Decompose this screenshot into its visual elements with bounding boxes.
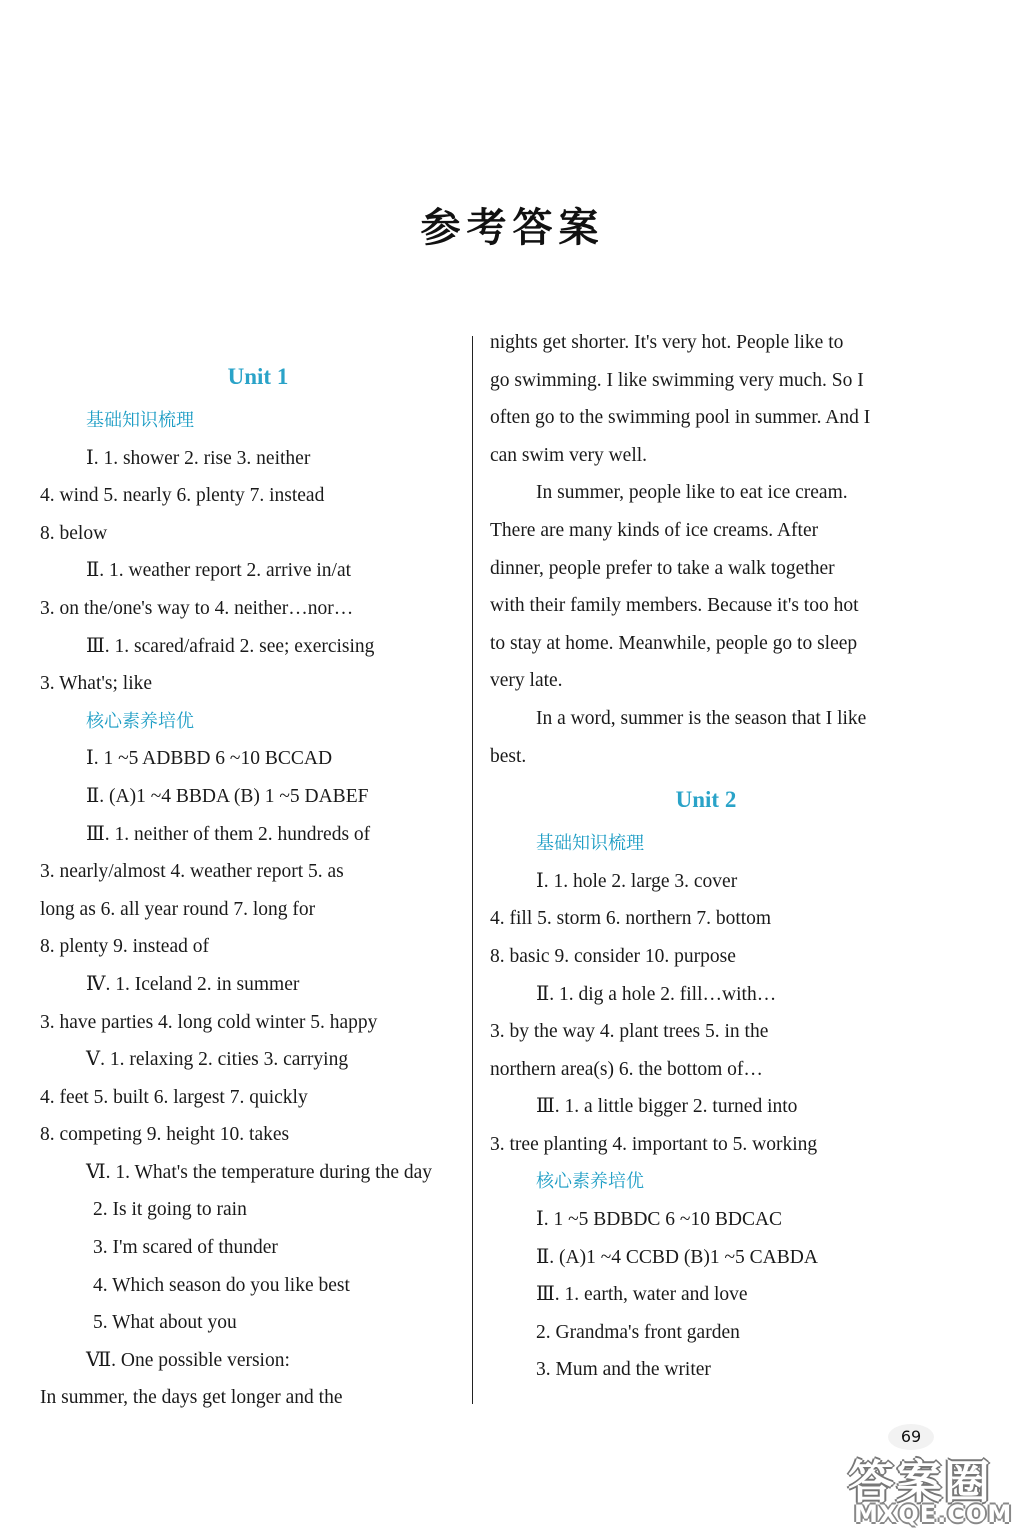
answer-line: Ⅲ. 1. earth, water and love xyxy=(536,1284,748,1306)
answer-line: Ⅵ. 1. What's the temperature during the day xyxy=(86,1161,433,1183)
unit-1-heading: Unit 1 xyxy=(227,364,289,389)
section-basic-knowledge: 基础知识梳理 xyxy=(536,833,644,855)
answer-line: Ⅰ. 1. hole 2. large 3. cover xyxy=(536,870,738,892)
essay-line: go swimming. I like swimming very much. So I xyxy=(490,369,864,391)
answer-line: In summer, the days get longer and the xyxy=(40,1387,343,1409)
answer-line: Ⅰ. 1 ~5 BDBDC 6 ~10 BDCAC xyxy=(536,1209,783,1231)
essay-line: often go to the swimming pool in summer. And I xyxy=(490,407,871,429)
answer-line: Ⅲ. 1. scared/afraid 2. see; exercising xyxy=(86,635,375,657)
essay-line: nights get shorter. It's very hot. People like to xyxy=(490,332,844,353)
answer-line: Ⅱ. (A)1 ~4 CCBD (B)1 ~5 CABDA xyxy=(536,1246,818,1268)
answer-line: Ⅲ. 1. neither of them 2. hundreds of xyxy=(86,823,371,845)
watermark-glyphs: 答案圈 xyxy=(848,1455,992,1509)
answer-line: 2. Grandma's front garden xyxy=(536,1321,740,1343)
essay-line: to stay at home. Meanwhile, people go to sleep xyxy=(490,632,858,654)
answer-line: 8. plenty 9. instead of xyxy=(40,936,209,958)
answer-line: 4. fill 5. storm 6. northern 7. bottom xyxy=(490,908,772,930)
answer-line: 4. Which season do you like best xyxy=(93,1274,350,1296)
answer-line: 8. competing 9. height 10. takes xyxy=(40,1124,290,1146)
essay-line: In a word, summer is the season that I like xyxy=(536,707,867,729)
watermark-url: MXQE.COM xyxy=(854,1500,1013,1528)
left-column xyxy=(40,352,476,1417)
answer-line: Ⅱ. 1. weather report 2. arrive in/at xyxy=(86,560,352,582)
answer-line: Ⅱ. (A)1 ~4 BBDA (B) 1 ~5 DABEF xyxy=(86,785,369,807)
section-core-literacy: 核心素养培优 xyxy=(86,710,194,732)
answer-line: northern area(s) 6. the bottom of… xyxy=(490,1058,763,1080)
answer-line: Ⅳ. 1. Iceland 2. in summer xyxy=(86,973,300,995)
answer-line: Ⅱ. 1. dig a hole 2. fill…with… xyxy=(536,983,777,1005)
answer-line: 3. tree planting 4. important to 5. working xyxy=(490,1133,818,1155)
answer-line: Ⅴ. 1. relaxing 2. cities 3. carrying xyxy=(86,1049,349,1071)
answer-line: 3. on the/one's way to 4. neither…nor… xyxy=(40,597,354,619)
essay-line: very late. xyxy=(490,670,563,692)
page-title: 参考答案 xyxy=(420,205,605,251)
answer-line: 4. feet 5. built 6. largest 7. quickly xyxy=(40,1086,308,1108)
answer-line: 2. Is it going to rain xyxy=(93,1199,247,1221)
answer-line: 4. wind 5. nearly 6. plenty 7. instead xyxy=(40,485,325,507)
answer-line: 8. basic 9. consider 10. purpose xyxy=(490,945,736,967)
answer-line: 3. by the way 4. plant trees 5. in the xyxy=(490,1021,769,1043)
section-core-literacy: 核心素养培优 xyxy=(536,1171,644,1193)
answer-line: Ⅲ. 1. a little bigger 2. turned into xyxy=(536,1096,798,1118)
answer-line: Ⅰ. 1. shower 2. rise 3. neither xyxy=(86,447,311,469)
right-column xyxy=(490,324,922,1389)
answer-line: 5. What about you xyxy=(93,1312,237,1334)
watermark-logo xyxy=(842,1446,1020,1530)
essay-line: In summer, people like to eat ice cream. xyxy=(536,482,848,504)
section-basic-knowledge: 基础知识梳理 xyxy=(86,410,194,431)
essay-line: with their family members. Because it's too hot xyxy=(490,595,859,617)
answer-line: 3. have parties 4. long cold winter 5. happy xyxy=(40,1011,378,1033)
unit-2-heading: Unit 2 xyxy=(675,787,737,813)
answer-line: 8. below xyxy=(40,522,108,544)
answer-line: 3. What's; like xyxy=(40,673,153,695)
page-number: 69 xyxy=(888,1424,934,1450)
answer-line: 3. Mum and the writer xyxy=(536,1359,711,1381)
essay-line: There are many kinds of ice creams. After xyxy=(490,519,819,541)
answer-line: 3. nearly/almost 4. weather report 5. as xyxy=(40,861,344,883)
answer-line: long as 6. all year round 7. long for xyxy=(40,898,316,920)
essay-line: dinner, people prefer to take a walk together xyxy=(490,557,835,579)
answer-line: Ⅶ. One possible version: xyxy=(86,1349,290,1371)
answer-line: Ⅰ. 1 ~5 ADBBD 6 ~10 BCCAD xyxy=(86,748,333,770)
essay-line: can swim very well. xyxy=(490,444,648,466)
answer-line: 3. I'm scared of thunder xyxy=(93,1237,278,1259)
essay-line: best. xyxy=(490,745,527,767)
